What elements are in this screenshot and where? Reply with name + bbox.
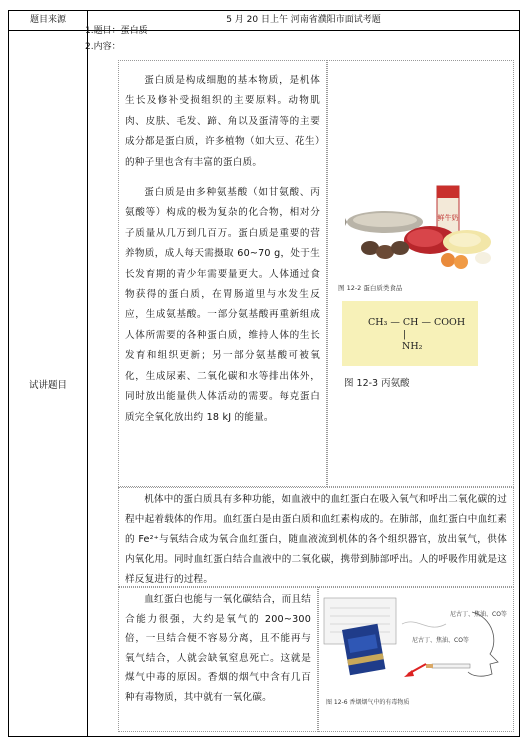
section-carbon-monoxide <box>118 587 318 732</box>
exam-title: 5 月 20 日上午 河南省濮阳市面试考题 <box>226 15 381 25</box>
content-label: 2.内容： <box>85 42 121 52</box>
formula-bond: | <box>403 329 407 340</box>
topic-line: 1.题目：蛋白质 <box>85 26 148 36</box>
section-protein-figures <box>327 60 514 487</box>
smoke-label-upper: 尼古丁、焦油、CO等 <box>450 611 507 618</box>
smoke-label-lower: 尼古丁、焦油、CO等 <box>412 637 469 644</box>
milk-carton-label: 鲜牛奶 <box>437 214 459 222</box>
protein-foods-image <box>345 180 495 272</box>
paragraph-protein-role: 蛋白质是构成细胞的基本物质，是机体生长及修补受损组织的主要原料。动物肌肉、皮肤、毛发、蹄、角以及蛋清等的主要成分都是蛋白质，许多植物（如大豆、花生）的种子里也含有丰富的蛋白质。 <box>125 75 320 168</box>
formula-line-2: NH₂ <box>402 341 423 352</box>
paragraph-hemoglobin: 机体中的蛋白质具有多种功能，如血液中的血红蛋白在吸入氧气和呼出二氧化碳的过程中起着载体的作用。血红蛋白是由蛋白质和血红素构成的。在肺部，血红蛋白中血红素的 Fe²⁺与氧结合成为氧合血红蛋白，随血液流到机体的各个组织器官，放出氧气，供体内氧化用。同时血红蛋白结合血液中的二氧化碳，携带到肺部呼出。人的呼吸作用就是这样反复进行的过程。 <box>125 494 507 585</box>
cigarette-smoke-image <box>322 594 512 704</box>
alanine-figure-caption: 图 12-3 丙氨酸 <box>344 378 410 389</box>
column-divider <box>87 11 88 736</box>
section-protein-basics <box>118 60 327 487</box>
paragraph-amino-acids: 蛋白质是由多种氨基酸（如甘氨酸、丙氨酸等）构成的极为复杂的化合物，相对分子质量从几万到几百万。蛋白质是重要的营养物质，成人每天需摄取 60~70 g，处于生长发育期的青少年需要量更大。人体通过食物获得的蛋白质，在胃肠道里与水发生反应，生成氨基酸。一部分氨基酸再重新组成人体所需要的各种蛋白质，维持人体的生长发育和组织更新；另一部分氨基酸可被氧化，生成尿素、二氧化碳和水等排出体外，同时放出能量供人体活动的需要。每克蛋白质完全氧化放出约 18 kJ 的能量。 <box>125 187 320 423</box>
formula-line-1: CH₃ — CH — COOH <box>368 317 466 328</box>
food-figure-caption: 图 12-2 蛋白质类食品 <box>338 284 403 292</box>
section-hemoglobin <box>118 487 514 587</box>
alanine-formula <box>342 301 478 366</box>
source-header: 题目来源 <box>29 15 66 25</box>
trial-topic-text: 试讲题目 <box>28 379 67 391</box>
paragraph-co-poisoning: 血红蛋白也能与一氧化碳结合，而且结合能力很强，大约是氧气的 200~300 倍，一旦结合便不容易分离，且不能再与氧气结合，人就会缺氧窒息死亡。这就是煤气中毒的原因。香烟的烟气中含有几百种有毒物质，其中就有一氧化碳。 <box>125 594 311 703</box>
trial-topic-label <box>9 31 87 736</box>
cigarette-figure-caption: 图 12-6 香烟烟气中的有毒物质 <box>326 699 410 706</box>
